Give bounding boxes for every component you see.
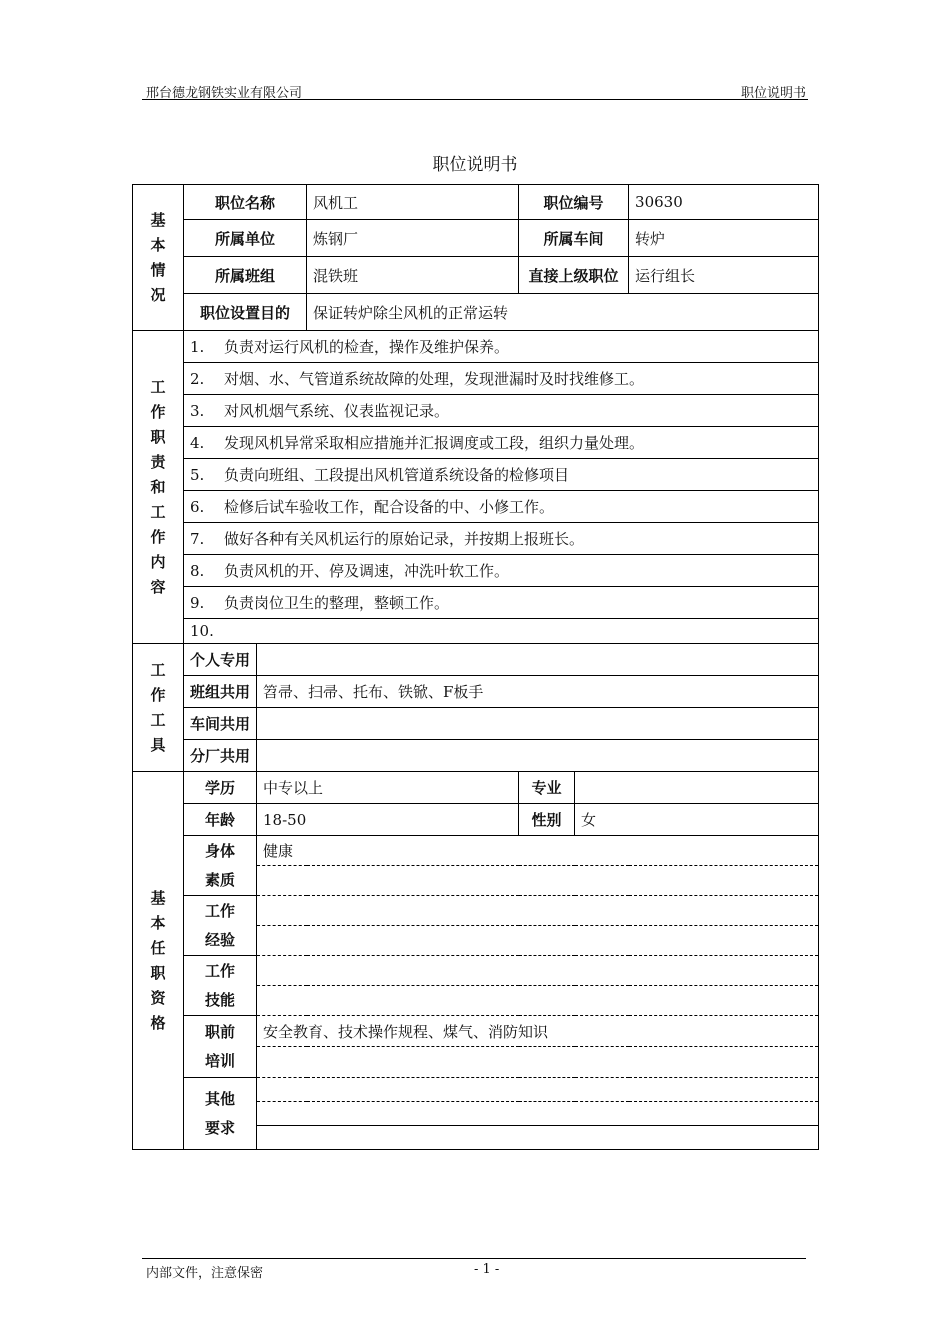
education-value: 中专以上: [257, 772, 519, 804]
education-label: 学历: [184, 772, 257, 804]
superior-label: 直接上级职位: [519, 257, 629, 294]
other-line: [257, 1102, 819, 1126]
training-line: [257, 1047, 819, 1078]
header-doc-type: 职位说明书: [740, 86, 806, 101]
duty-item: 2. 对烟、水、气管道系统故障的处理，发现泄漏时及时找维修工。: [184, 363, 819, 395]
section-duties: 工 作 职 责 和 工 作 内 容: [133, 331, 184, 644]
duty-item: 4. 发现风机异常采取相应措施并汇报调度或工段，组织力量处理。: [184, 427, 819, 459]
duty-item: 9. 负责岗位卫生的整理，整顿工作。: [184, 587, 819, 619]
tools-team-label: 班组共用: [184, 676, 257, 708]
duty-item: 1. 负责对运行风机的检查，操作及维护保养。: [184, 331, 819, 363]
duty-item: 7. 做好各种有关风机运行的原始记录，并按期上报班长。: [184, 523, 819, 555]
job-description-table: [132, 184, 819, 1150]
team-label: 所属班组: [184, 257, 307, 294]
duty-item: 6. 检修后试车验收工作，配合设备的中、小修工作。: [184, 491, 819, 523]
skills-line: [257, 986, 819, 1016]
physical-line: [257, 866, 819, 896]
tools-plant-label: 分厂共用: [184, 740, 257, 772]
unit-label: 所属单位: [184, 220, 307, 257]
workshop-value: 转炉: [629, 220, 819, 257]
other-label: 其他 要求: [184, 1078, 257, 1150]
page-title: 职位说明书: [432, 155, 518, 175]
experience-value: [257, 896, 819, 926]
duty-item: 10.: [184, 619, 819, 644]
age-label: 年龄: [184, 804, 257, 836]
section-tools: 工 作 工 具: [133, 644, 184, 772]
duty-item: 5. 负责向班组、工段提出风机管道系统设备的检修项目: [184, 459, 819, 491]
major-label: 专业: [519, 772, 575, 804]
duty-item: 3. 对风机烟气系统、仪表监视记录。: [184, 395, 819, 427]
training-value: 安全教育、技术操作规程、煤气、消防知识: [257, 1016, 819, 1047]
section-basic-info: 基 本 情 况: [133, 185, 184, 331]
position-code-label: 职位编号: [519, 185, 629, 220]
team-value: 混铁班: [307, 257, 519, 294]
major-value: [575, 772, 819, 804]
skills-value: [257, 956, 819, 986]
gender-label: 性别: [519, 804, 575, 836]
tools-workshop-value: [257, 708, 819, 740]
workshop-label: 所属车间: [519, 220, 629, 257]
header-rule: [142, 99, 808, 100]
tools-personal-label: 个人专用: [184, 644, 257, 676]
tools-workshop-label: 车间共用: [184, 708, 257, 740]
unit-value: 炼钢厂: [307, 220, 519, 257]
position-name-value: 风机工: [307, 185, 519, 220]
age-value: 18-50: [257, 804, 519, 836]
superior-value: 运行组长: [629, 257, 819, 294]
position-name-label: 职位名称: [184, 185, 307, 220]
gender-value: 女: [575, 804, 819, 836]
experience-line: [257, 926, 819, 956]
purpose-label: 职位设置目的: [184, 294, 307, 331]
section-qualifications: 基 本 任 职 资 格: [133, 772, 184, 1150]
page-number: - 1 -: [474, 1262, 500, 1277]
other-line: [257, 1126, 819, 1150]
other-value: [257, 1078, 819, 1102]
physical-label: 身体 素质: [184, 836, 257, 896]
skills-label: 工作 技能: [184, 956, 257, 1016]
experience-label: 工作 经验: [184, 896, 257, 956]
tools-team-value: 笤帚、扫帚、托布、铁锨、F板手: [257, 676, 819, 708]
footer-note: 内部文件，注意保密: [146, 1266, 264, 1281]
tools-personal-value: [257, 644, 819, 676]
duty-item: 8. 负责风机的开、停及调速，冲洗叶软工作。: [184, 555, 819, 587]
training-label: 职前 培训: [184, 1016, 257, 1078]
purpose-value: 保证转炉除尘风机的正常运转: [307, 294, 819, 331]
physical-value: 健康: [257, 836, 819, 866]
header-company: 邢台德龙钢铁实业有限公司: [146, 86, 303, 101]
tools-plant-value: [257, 740, 819, 772]
position-code-value: 30630: [629, 185, 819, 220]
footer-rule: [142, 1258, 806, 1259]
